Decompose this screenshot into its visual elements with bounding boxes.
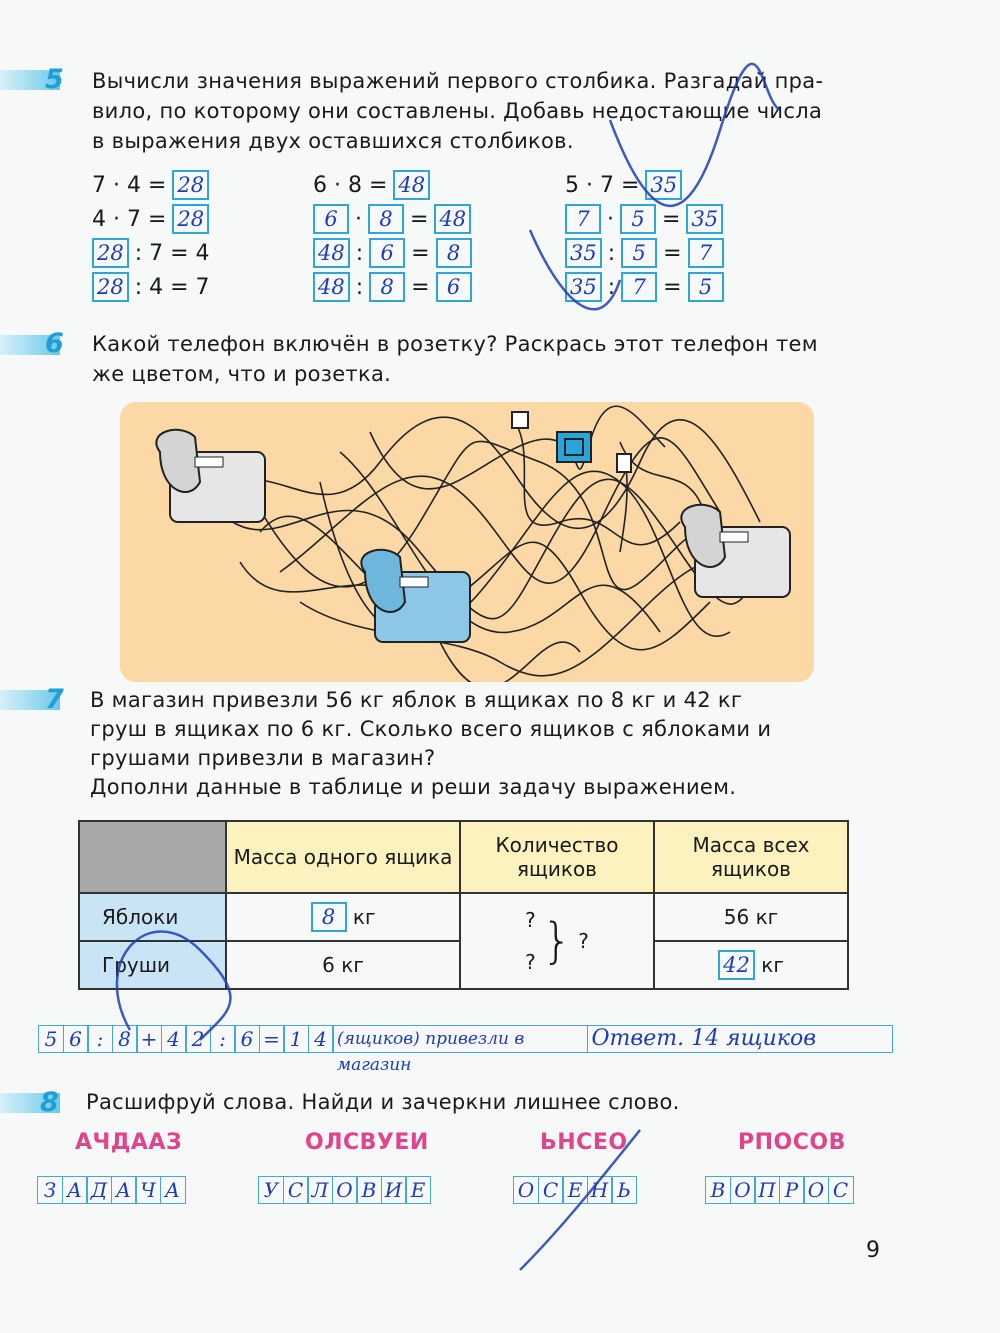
answer-box[interactable]: 48 [313, 272, 350, 302]
task5-line-1: Вычисли значения выражений первого столбика. Разгадай пра- [92, 69, 824, 93]
mass-all-cell: 42 кг [654, 941, 848, 989]
answer-box[interactable]: 5 [621, 238, 657, 268]
expression: 5 · 7 = 35 [565, 170, 682, 200]
task8-text: Расшифруй слова. Найди и зачеркни лишнее слово. [86, 1090, 680, 1114]
answer-box[interactable]: 35 [686, 204, 723, 234]
answer-word-cells[interactable]: З А Д А Ч А [37, 1176, 184, 1204]
answer-box[interactable]: 35 [645, 170, 682, 200]
answer-box[interactable]: 48 [434, 204, 471, 234]
answer-box[interactable]: 28 [172, 170, 209, 200]
answer-word-cells[interactable]: У С Л О В И Е [258, 1176, 430, 1204]
expression: 28 : 4 = 7 [92, 272, 210, 302]
expression: 6 · 8 = 48 [313, 170, 430, 200]
task7-line-4: Дополни данные в таблице и реши задачу выражением. [90, 775, 737, 799]
header-mass-one: Масса одного ящика [226, 821, 460, 893]
answer-box[interactable]: 48 [313, 238, 350, 268]
answer-box[interactable]: 8 [369, 272, 405, 302]
expression: 7 · 5 = 35 [565, 204, 723, 234]
scrambled-word: РПОСОВ [738, 1130, 846, 1155]
expression: 35 : 5 = 7 [565, 238, 724, 268]
answer-box[interactable]: 6 [369, 238, 405, 268]
task5-line-3: в выражения двух оставшихся столбиков. [92, 129, 574, 153]
answer-word-cells[interactable]: О С Е Н Ь [513, 1176, 636, 1204]
scrambled-word: АЧДААЗ [75, 1130, 183, 1155]
brace-icon: } [541, 913, 573, 969]
expression: 35 : 7 = 5 [565, 272, 724, 302]
answer-box[interactable]: 28 [92, 238, 129, 268]
task5-line-2: вило, по которому они составлены. Добавь недостающие числа [92, 99, 823, 123]
row-label: Яблоки [79, 893, 226, 941]
answer-word-cells[interactable]: В О П Р О С [705, 1176, 852, 1204]
answer-box[interactable]: 8 [368, 204, 404, 234]
task-number: 7 [45, 684, 64, 715]
expression: 48 : 8 = 6 [313, 272, 472, 302]
task7-line-1: В магазин привезли 56 кг яблок в ящиках по 8 кг и 42 кг [90, 688, 743, 712]
expression: 7 · 4 = 28 [92, 170, 209, 200]
expression: 48 : 6 = 8 [313, 238, 472, 268]
answer-box[interactable]: 6 [313, 204, 349, 234]
task-number: 8 [40, 1087, 59, 1118]
answer-box[interactable]: 7 [621, 272, 657, 302]
expression: 4 · 7 = 28 [92, 204, 209, 234]
count-cell: ? ? } ? [460, 893, 654, 989]
task7-line-2: груш в ящиках по 6 кг. Сколько всего ящиков с яблоками и [90, 717, 772, 741]
task7-line-3: грушами привезли в магазин? [90, 746, 436, 770]
answer-box[interactable]: 5 [688, 272, 724, 302]
task6-line-1: Какой телефон включён в розетку? Раскрась этот телефон тем [92, 332, 818, 356]
expression: 6 · 8 = 48 [313, 204, 471, 234]
answer-box[interactable]: 35 [565, 272, 602, 302]
header-mass-all: Масса всех ящиков [654, 821, 848, 893]
mass-one-cell: 8 кг [226, 893, 460, 941]
header-count: Количество ящиков [460, 821, 654, 893]
answer-box[interactable]: 6 [436, 272, 472, 302]
answer-box[interactable]: 28 [92, 272, 129, 302]
solution-cells[interactable]: 5 6 : 8 + 4 2 : 6 = 1 4 (ящиков) привезли в магазин Ответ. 14 ящиков [38, 1025, 891, 1053]
row-label: Груши [79, 941, 226, 989]
scrambled-word: ОЛСВУЕИ [305, 1130, 429, 1155]
answer-box[interactable]: 28 [172, 204, 209, 234]
task6-line-2: же цветом, что и розетка. [92, 362, 392, 386]
answer-box[interactable]: 42 [718, 950, 755, 980]
answer-box[interactable]: 35 [565, 238, 602, 268]
expression: 28 : 7 = 4 [92, 238, 210, 268]
answer-box[interactable]: 48 [393, 170, 430, 200]
mass-all-cell: 56 кг [654, 893, 848, 941]
task-number: 6 [45, 328, 64, 359]
answer-box[interactable]: 7 [565, 204, 601, 234]
answer-box[interactable]: 8 [311, 902, 347, 932]
scrambled-word: ЬНСЕО [540, 1130, 628, 1155]
answer-box[interactable]: 8 [436, 238, 472, 268]
page-number: 9 [866, 1238, 880, 1263]
task-number: 5 [45, 64, 64, 95]
answer-box[interactable]: 5 [620, 204, 656, 234]
mass-one-cell: 6 кг [226, 941, 460, 989]
answer-box[interactable]: 7 [688, 238, 724, 268]
